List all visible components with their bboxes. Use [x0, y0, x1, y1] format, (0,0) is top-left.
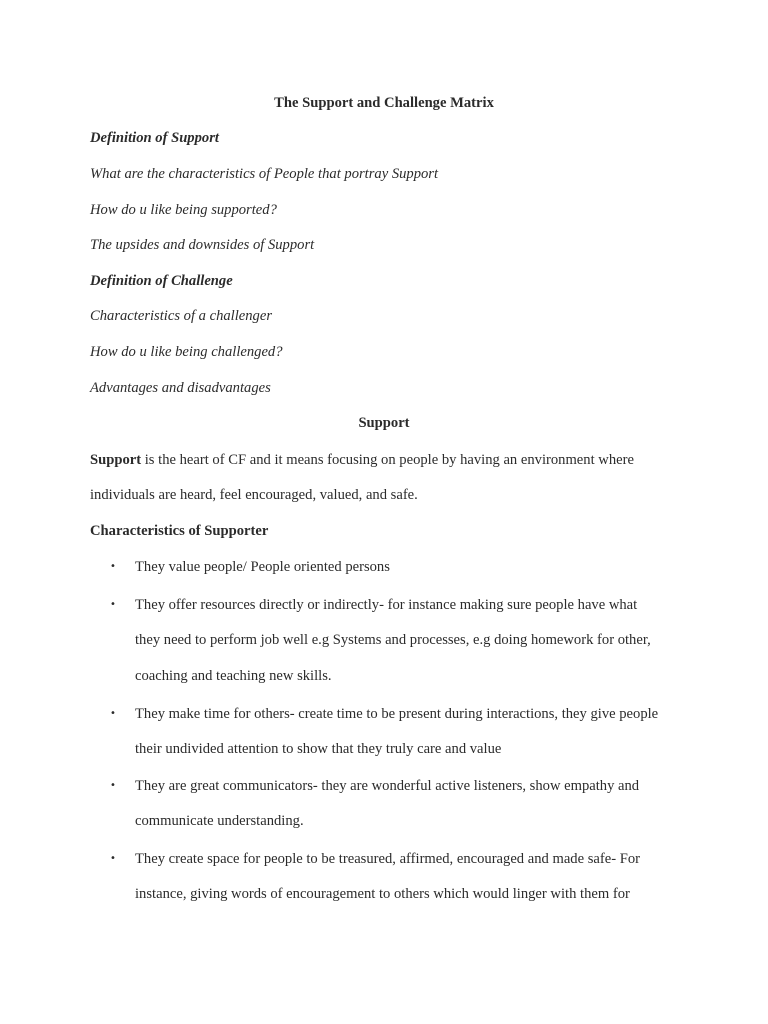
- bullet-marker: •: [110, 599, 116, 610]
- challenge-question-3: Advantages and disadvantages: [90, 380, 271, 396]
- bullet-2-line-3: coaching and teaching new skills.: [135, 668, 332, 684]
- bullet-3-line-2: their undivided attention to show that they truly care and value: [135, 741, 502, 757]
- bullet-marker: •: [110, 780, 116, 791]
- bullet-4-line-2: communicate understanding.: [135, 813, 304, 829]
- support-question-3: The upsides and downsides of Support: [90, 237, 315, 253]
- support-definition-heading: Definition of Support: [90, 130, 219, 146]
- bullet-2-line-2: they need to perform job well e.g Systems and processes, e.g doing homework for other,: [135, 632, 651, 648]
- support-question-2: How do u like being supported?: [90, 202, 277, 218]
- bullet-5-line-1: They create space for people to be treasured, affirmed, encouraged and made safe- For: [135, 851, 640, 867]
- bullet-4-line-1: They are great communicators- they are wonderful active listeners, show empathy and: [135, 778, 640, 794]
- bullet-2-line-1: They offer resources directly or indirectly- for instance making sure people have what: [135, 597, 638, 613]
- section-heading: Support: [358, 415, 410, 431]
- intro-lead-term: Support: [90, 452, 142, 468]
- document-title: The Support and Challenge Matrix: [274, 95, 494, 111]
- bullet-3-line-1: They make time for others- create time to be present during interactions, they give people: [135, 706, 659, 722]
- challenge-question-2: How do u like being challenged?: [90, 344, 283, 360]
- characteristics-heading: Characteristics of Supporter: [90, 523, 269, 539]
- intro-line-1-text: is the heart of CF and it means focusing on people by having an environment where: [141, 452, 634, 468]
- bullet-5-line-2: instance, giving words of encouragement to others which would linger with them for: [135, 886, 630, 902]
- intro-paragraph-line-2: individuals are heard, feel encouraged, valued, and safe.: [90, 487, 418, 503]
- bullet-marker: •: [110, 708, 116, 719]
- bullet-marker: •: [110, 853, 116, 864]
- intro-paragraph-line-1: [90, 451, 634, 469]
- challenge-definition-heading: Definition of Challenge: [90, 273, 233, 289]
- bullet-1-line-1: They value people/ People oriented persons: [135, 559, 390, 575]
- support-question-1: What are the characteristics of People that portray Support: [90, 166, 439, 182]
- challenge-question-1: Characteristics of a challenger: [90, 308, 272, 324]
- bullet-marker: •: [110, 561, 116, 572]
